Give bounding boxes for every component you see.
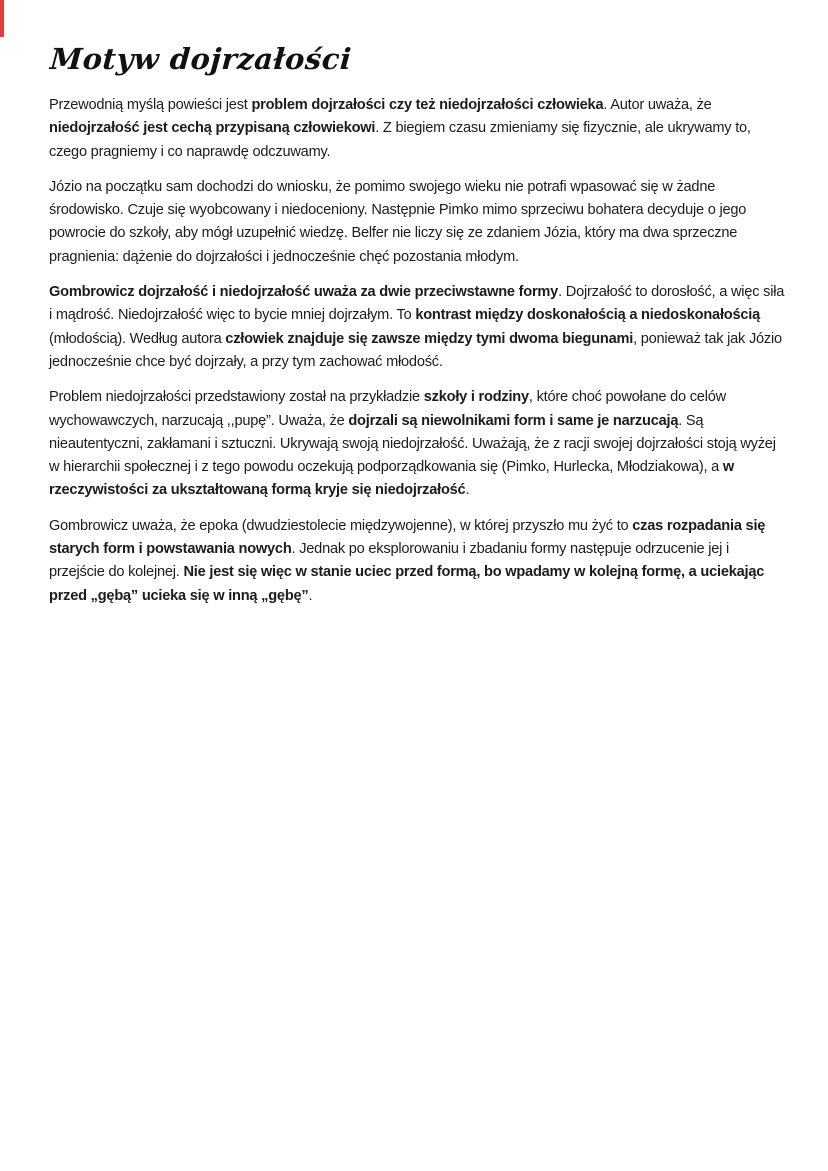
text-run: Problem niedojrzałości przedstawiony został na przykładzie [49,389,424,406]
text-run: kontrast między doskonałością a niedoskonałością [415,307,760,324]
text-run: . [308,587,313,604]
text-run: Józio na początku sam dochodzi do wniosku, że pomimo swojego wieku nie potrafi wpasować się w żadne środowisko. Czuje się wyobcowany i niedoceniony. Następnie Pimko mimo sprzeciwu bohatera decyduje o jego powrocie do szkoły, aby mógł uzupełnić wiedzę. Belfer nie liczy się ze zdaniem Józia, który ma dwa sprzeczne pragnienia: dążenie do dojrzałości i jednocześnie chęć pozostania młodym. [49,178,747,265]
text-run: w rzeczywistości za ukształtowaną formą kryje się niedojrzałość [49,459,735,499]
text-run: (młodością). Według autora [49,330,226,347]
text-run: dojrzali są niewolnikami form i same je narzucają [348,412,679,429]
document-title: Motyw dojrzałości [49,42,353,76]
text-run: człowiek znajduje się zawsze między tymi dwoma biegunami [225,330,634,347]
text-run: Przewodnią myślą powieści jest [49,97,252,113]
document-page [49,42,786,620]
text-run: . Dojrzałość to dorosłość, a więc siła i mądrość. Niedojrzałość więc to bycie mniej dojrzałym. To [49,284,785,324]
paragraph [49,515,786,608]
paragraph [49,176,786,269]
text-run: szkoły i rodziny [423,389,529,406]
red-accent-line [0,0,4,37]
text-run: Nie jest się więc w stanie uciec przed formą, bo wpadamy w kolejną formę, a uciekając przed „gębą” ucieka się w inną „gębę” [49,564,765,604]
text-run: niedojrzałość jest cechą przypisaną człowiekowi [49,120,376,137]
text-run: Gombrowicz uważa, że epoka (dwudziestolecie międzywojenne), w której przyszło mu żyć to [49,517,633,534]
text-run: Gombrowicz dojrzałość i niedojrzałość uważa za dwie przeciwstawne formy [49,284,559,301]
paragraph [49,281,786,374]
text-run: problem dojrzałości czy też niedojrzałości człowieka [251,97,604,113]
text-run: , ponieważ tak jak Józio jednocześnie chce być dojrzały, a przy tym zachować młodość. [49,330,782,370]
document-body [49,94,786,608]
text-run: . Autor uważa, że [603,97,712,113]
paragraph [49,94,786,164]
text-run: . Są nieautentyczni, zakłamani i sztuczni. Ukrywają swoją niedojrzałość. Uważają, że z racji swojej dojrzałości stoją wyżej w hierarchii społecznej i z tego powodu oczekują podporządkowania się (Pimko, Hurlecka, Młodziakowa), a [49,412,776,476]
text-run: . Z biegiem czasu zmieniamy się fizycznie, ale ukrywamy to, czego pragniemy i co naprawdę odczuwamy. [49,120,751,160]
text-run: . Jednak po eksplorowaniu i zbadaniu formy następuje odrzucenie jej i przejście do kolejnej. [49,541,730,581]
text-run: , które choć powołane do celów wychowawczych, narzucają ,,pupę”. Uważa, że [49,389,726,429]
text-run: czas rozpadania się starych form i powstawania nowych [49,517,766,558]
paragraph [49,386,786,502]
text-run: . [465,482,470,499]
